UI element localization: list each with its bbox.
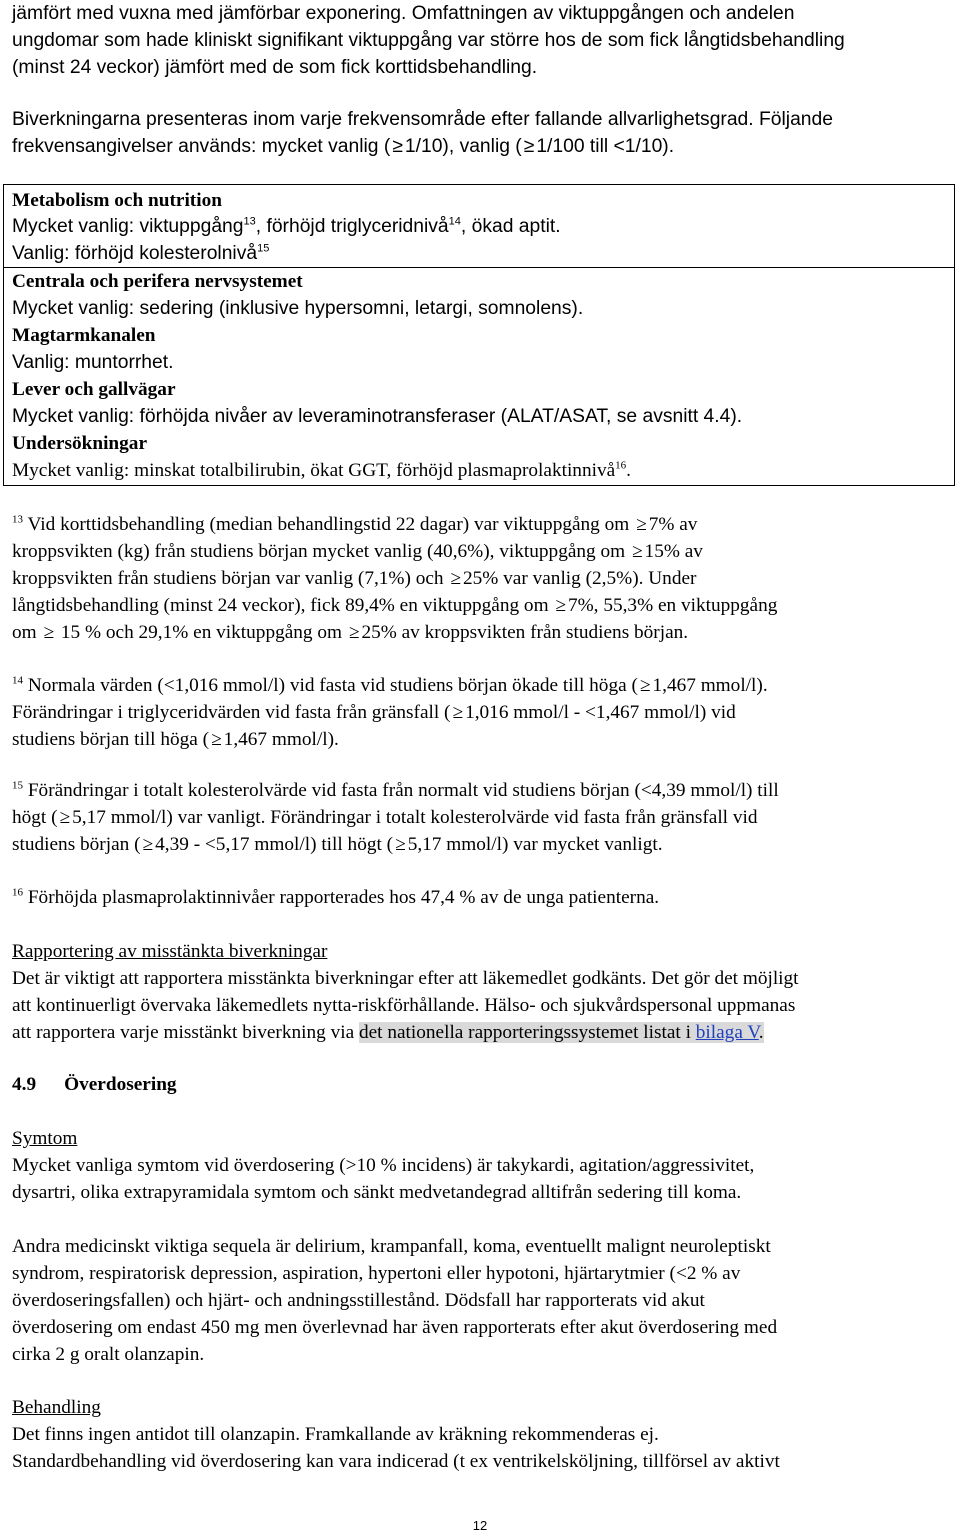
- liver-heading: Lever och gallvägar: [12, 379, 176, 400]
- intro-line-2: ungdomar som hade kliniskt signifikant viktuppgång var större hos de som fick långtidsbehandling: [12, 30, 845, 51]
- section-heading: [12, 1071, 947, 1098]
- metabolism-line-1: Mycket vanlig: viktuppgång$^{13}$, förhöjd triglyceridnivå$^{14}$, ökad aptit.: [12, 215, 561, 237]
- footnote-16-marker: 16: [12, 886, 23, 899]
- footnote-13-marker: 13: [12, 513, 23, 526]
- reporting-section: [12, 938, 947, 1046]
- liver-text: Mycket vanlig: förhöjda nivåer av leveraminotransferaser (ALAT/ASAT, se avsnitt 4.4).: [12, 406, 743, 427]
- symptoms-line-1: Mycket vanliga symtom vid överdosering (>10 % incidens) är takykardi, agitation/aggressivitet,: [12, 1155, 755, 1176]
- footnote-15-marker: 15: [12, 779, 23, 792]
- page-number: 12: [472, 1518, 488, 1533]
- reporting-heading: Rapportering av misstänkta biverkningar: [12, 941, 328, 962]
- frequency-line-2: frekvensangivelser används: mycket vanlig ( ≥ 1/10), vanlig ( ≥ 1/100 till <1/10).: [12, 136, 675, 157]
- treatment-section: [12, 1394, 947, 1475]
- footnote-16: $^{16}$ Förhöjda plasmaprolaktinnivåer rapporterades hos 47,4 % av de unga patienterna.: [12, 886, 660, 908]
- frequency-paragraph: [12, 106, 947, 160]
- reporting-line-2: att kontinuerligt övervaka läkemedlets nytta-riskförhållande. Hälso- och sjukvårdspersonal uppmanas: [12, 995, 796, 1016]
- intro-line-3: (minst 24 veckor) jämfört med de som fick korttidsbehandling.: [12, 57, 538, 78]
- metabolism-heading: Metabolism och nutrition: [12, 190, 222, 211]
- investigations-text: Mycket vanlig: minskat totalbilirubin, ökat GGT, förhöjd plasmaprolaktinnivå$^{16}$.: [12, 459, 631, 481]
- table-divider: [4, 267, 954, 268]
- footnote-14: $^{14}$ Normala värden (<1,016 mmol/l) vid fasta vid studiens början ökade till höga ( ≥ 1,467 mmol/l). Förändringar i triglyceridvärden vid fasta från gränsfall ( ≥ 1,016 mmol/l - <1,467 mmol/l) vid studiens början till höga ( ≥ 1,467 mmol/l).: [12, 674, 768, 750]
- gi-heading: Magtarmkanalen: [12, 325, 156, 346]
- metabolism-line-2: Vanlig: förhöjd kolesterolnivå$^{15}$: [12, 242, 270, 264]
- cns-heading: Centrala och perifera nervsystemet: [12, 271, 303, 292]
- treatment-heading: Behandling: [12, 1397, 101, 1418]
- footnote-14-marker: 14: [12, 674, 23, 687]
- symptoms-section: [12, 1125, 947, 1206]
- section-title: Överdosering: [64, 1074, 177, 1095]
- treatment-line-2: Standardbehandling vid överdosering kan vara indicerad (t ex ventrikelsköljning, tillförsel av aktivt: [12, 1451, 780, 1472]
- reporting-line-1: Det är viktigt att rapportera misstänkta biverkningar efter att läkemedlet godkänts. Det gör det möjligt: [12, 968, 799, 989]
- frequency-line-1: Biverkningarna presenteras inom varje frekvensområde efter fallande allvarlighetsgrad. Följande: [12, 109, 833, 130]
- symptoms-heading: Symtom: [12, 1128, 78, 1149]
- bilaga-v-link[interactable]: bilaga V: [695, 1022, 759, 1043]
- section-number: 4.9: [12, 1074, 37, 1095]
- adverse-reactions-table: [3, 184, 955, 486]
- highlighted-text: det nationella rapporteringssystemet listat i bilaga V.: [358, 1022, 764, 1043]
- investigations-heading: Undersökningar: [12, 433, 147, 454]
- cns-text: Mycket vanlig: sedering (inklusive hypersomni, letargi, somnolens).: [12, 298, 584, 319]
- intro-paragraph: [12, 0, 947, 81]
- sequelae-paragraph: Andra medicinskt viktiga sequela är delirium, krampanfall, koma, eventuellt malignt neuroleptiskt syndrom, respiratorisk depression, aspiration, hypertoni eller hypotoni, hjärtarytmier (<2 % av överdoseringsfallen) och hjärt- och andningsstillestånd. Dödsfall har rapporterats vid akut överdosering om endast 450 mg men överlevnad har även rapporterats efter akut överdosering med cirka 2 g oralt olanzapin.: [12, 1236, 778, 1365]
- symptoms-line-2: dysartri, olika extrapyramidala symtom och sänkt medvetandegrad alltifrån sedering till koma.: [12, 1182, 742, 1203]
- footnote-13: $^{13}$ Vid korttidsbehandling (median behandlingstid 22 dagar) var viktuppgång om ≥ 7% av kroppsvikten (kg) från studiens början mycket vanlig (40,6%), viktuppgång om ≥ 15% av kroppsvikten från studiens början var vanlig (7,1%) och ≥ 25% var vanlig (2,5%). Under långtidsbehandling (minst 24 veckor), fick 89,4% en viktuppgång om ≥ 7%, 55,3% en viktuppgång om ≥ 15 % och 29,1% en viktuppgång om ≥ 25% av kroppsvikten från studiens början.: [12, 513, 778, 643]
- footnote-15: $^{15}$ Förändringar i totalt kolesterolvärde vid fasta från normalt vid studiens början (<4,39 mmol/l) till högt ( ≥ 5,17 mmol/l) var vanligt. Förändringar i totalt kolesterolvärde vid fasta från gränsfall vid studiens början ( ≥ 4,39 - <5,17 mmol/l) till högt ( ≥ 5,17 mmol/l) var mycket vanligt.: [12, 779, 779, 855]
- intro-line-1: jämfört med vuxna med jämförbar exponering. Omfattningen av viktuppgången och andelen: [12, 3, 795, 24]
- gi-text: Vanlig: muntorrhet.: [12, 352, 174, 373]
- treatment-line-1: Det finns ingen antidot till olanzapin. Framkallande av kräkning rekommenderas ej.: [12, 1424, 659, 1445]
- reporting-line-3: att rapportera varje misstänkt biverkning via det nationella rapporteringssystemet listat i bilaga V.: [12, 1022, 764, 1043]
